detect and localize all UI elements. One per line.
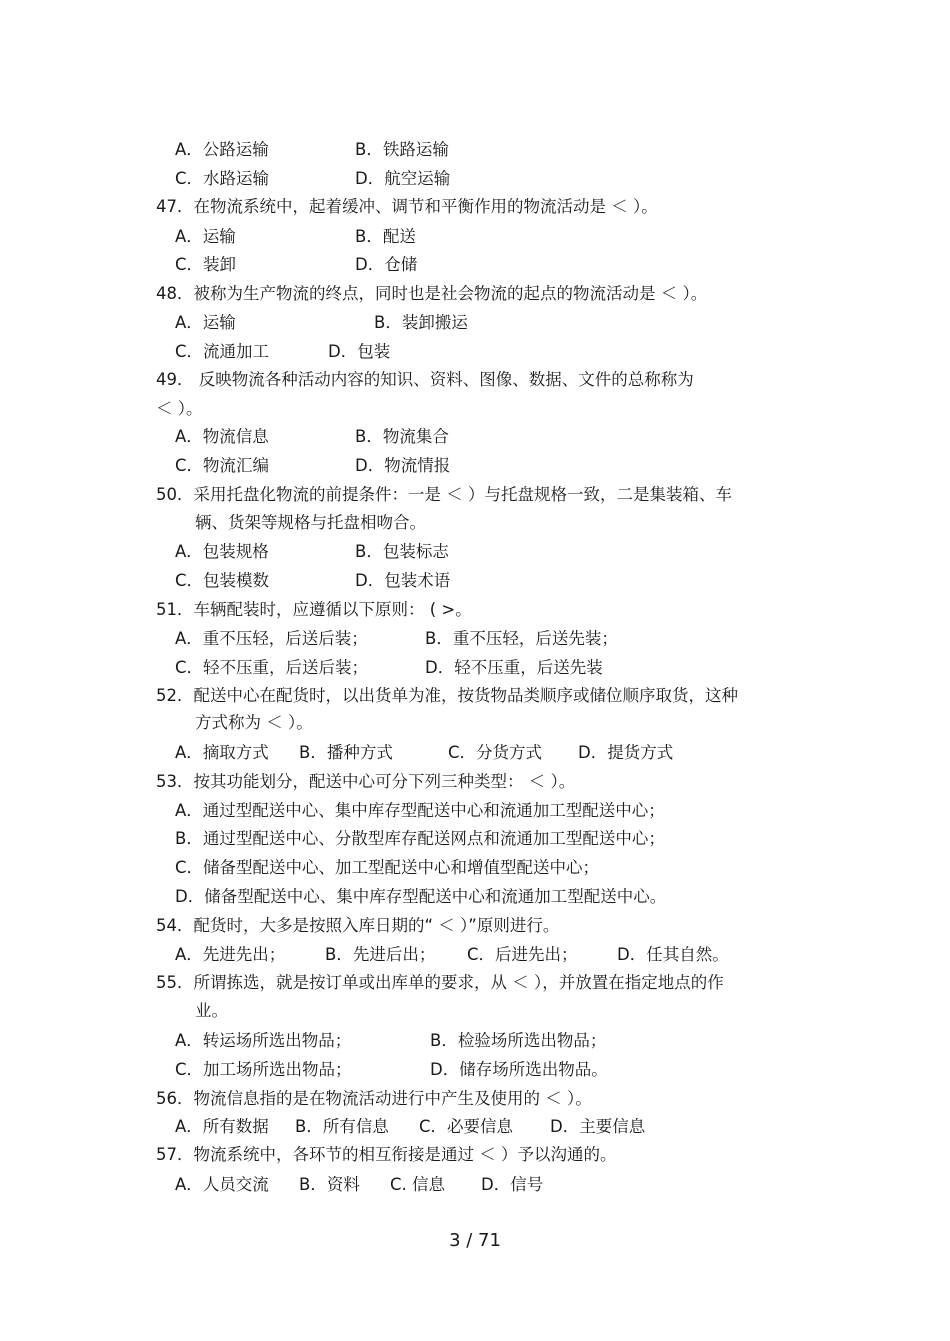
option-b: B．装卸搬运 — [374, 313, 468, 332]
question-stem: 49． 反映物流各种活动内容的知识、资料、图像、数据、文件的总称称为 — [156, 370, 694, 389]
question-stem-continued: 方式称为 ＜ ）。 — [195, 713, 313, 732]
option-d: D．包装术语 — [355, 571, 451, 590]
option-d: D．储存场所选出物品。 — [430, 1060, 608, 1079]
option-d: D．信号 — [481, 1175, 544, 1194]
question-stem: 48．被称为生产物流的终点，同时也是社会物流的起点的物流活动是 ＜ ）。 — [156, 284, 708, 303]
question-stem-continued: ＜ ）。 — [156, 399, 203, 418]
option-b: B．检验场所选出物品； — [430, 1031, 607, 1050]
option-a: A．包装规格 — [175, 542, 269, 561]
option-c: C．储备型配送中心、加工型配送中心和增值型配送中心； — [175, 858, 600, 877]
option-c: C．必要信息 — [419, 1117, 514, 1136]
option-b: B．铁路运输 — [355, 140, 449, 159]
option-a: A．人员交流 — [175, 1175, 269, 1194]
page-number: 3 / 71 — [449, 1230, 501, 1251]
question-stem: 50．采用托盘化物流的前提条件：一是 ＜ ）与托盘规格一致，二是集装箱、车 — [156, 485, 732, 504]
option-c: C．加工场所选出物品； — [175, 1060, 352, 1079]
question-stem-continued: 辆、货架等规格与托盘相吻合。 — [195, 513, 426, 532]
option-b: B．资料 — [299, 1175, 360, 1194]
option-a: A．所有数据 — [175, 1117, 269, 1136]
question-stem: 53．按其功能划分，配送中心可分下列三种类型： ＜ ）。 — [156, 772, 576, 791]
option-a: A．摘取方式 — [175, 743, 269, 762]
question-stem: 54．配货时，大多是按照入库日期的“ ＜ ）”原则进行。 — [156, 916, 560, 935]
option-b: B．包装标志 — [355, 542, 449, 561]
option-a: A．运输 — [175, 227, 236, 246]
option-b: B．先进后出； — [325, 945, 436, 964]
option-c: C．轻不压重，后送后装； — [175, 658, 369, 677]
option-d: D．任其自然。 — [617, 945, 729, 964]
option-a: A．先进先出； — [175, 945, 286, 964]
option-c: C．水路运输 — [175, 169, 270, 188]
option-c: C．装卸 — [175, 255, 237, 274]
option-b: B．播种方式 — [299, 743, 393, 762]
question-stem: 52．配送中心在配货时，以出货单为准，按货物品类顺序或储位顺序取货，这种 — [156, 686, 738, 705]
option-a: A．物流信息 — [175, 427, 269, 446]
option-a: A．公路运输 — [175, 140, 269, 159]
option-b: B．所有信息 — [295, 1117, 389, 1136]
question-stem: 57．物流系统中，各环节的相互衔接是通过 ＜ ）予以沟通的。 — [156, 1145, 617, 1164]
option-b: B．配送 — [355, 227, 416, 246]
option-a: A．运输 — [175, 313, 236, 332]
question-stem-continued: 业。 — [195, 1001, 228, 1020]
option-c: C．物流汇编 — [175, 456, 270, 475]
question-stem: 51．车辆配装时，应遵循以下原则： ( >。 — [156, 600, 472, 619]
option-a: A．重不压轻，后送后装； — [175, 629, 368, 648]
option-a: A．通过型配送中心、集中库存型配送中心和流通加工型配送中心； — [175, 801, 665, 820]
question-stem: 47．在物流系统中，起着缓冲、调节和平衡作用的物流活动是 ＜ ）。 — [156, 197, 658, 216]
option-d: D．仓储 — [355, 255, 418, 274]
option-d: D．提货方式 — [578, 743, 674, 762]
option-d: D．包装 — [328, 342, 391, 361]
option-b: B．重不压轻，后送先装； — [425, 629, 618, 648]
question-stem: 56．物流信息指的是在物流活动进行中产生及使用的 ＜ ）。 — [156, 1089, 592, 1108]
option-c: C．分货方式 — [448, 743, 543, 762]
option-d: D．主要信息 — [550, 1117, 646, 1136]
option-d: D．轻不压重，后送先装 — [425, 658, 603, 677]
option-c: C．后进先出； — [467, 945, 578, 964]
option-a: A．转运场所选出物品； — [175, 1031, 352, 1050]
option-d: D．航空运输 — [355, 169, 451, 188]
option-c: C. 信息 — [390, 1175, 446, 1194]
option-b: B．通过型配送中心、分散型库存配送网点和流通加工型配送中心； — [175, 829, 665, 848]
option-d: D．储备型配送中心、集中库存型配送中心和流通加工型配送中心。 — [175, 887, 667, 906]
option-d: D．物流情报 — [355, 456, 451, 475]
question-stem: 55．所谓拣选，就是按订单或出库单的要求，从 ＜ ），并放置在指定地点的作 — [156, 973, 724, 992]
option-c: C．包装模数 — [175, 571, 270, 590]
option-b: B．物流集合 — [355, 427, 449, 446]
option-c: C．流通加工 — [175, 342, 270, 361]
